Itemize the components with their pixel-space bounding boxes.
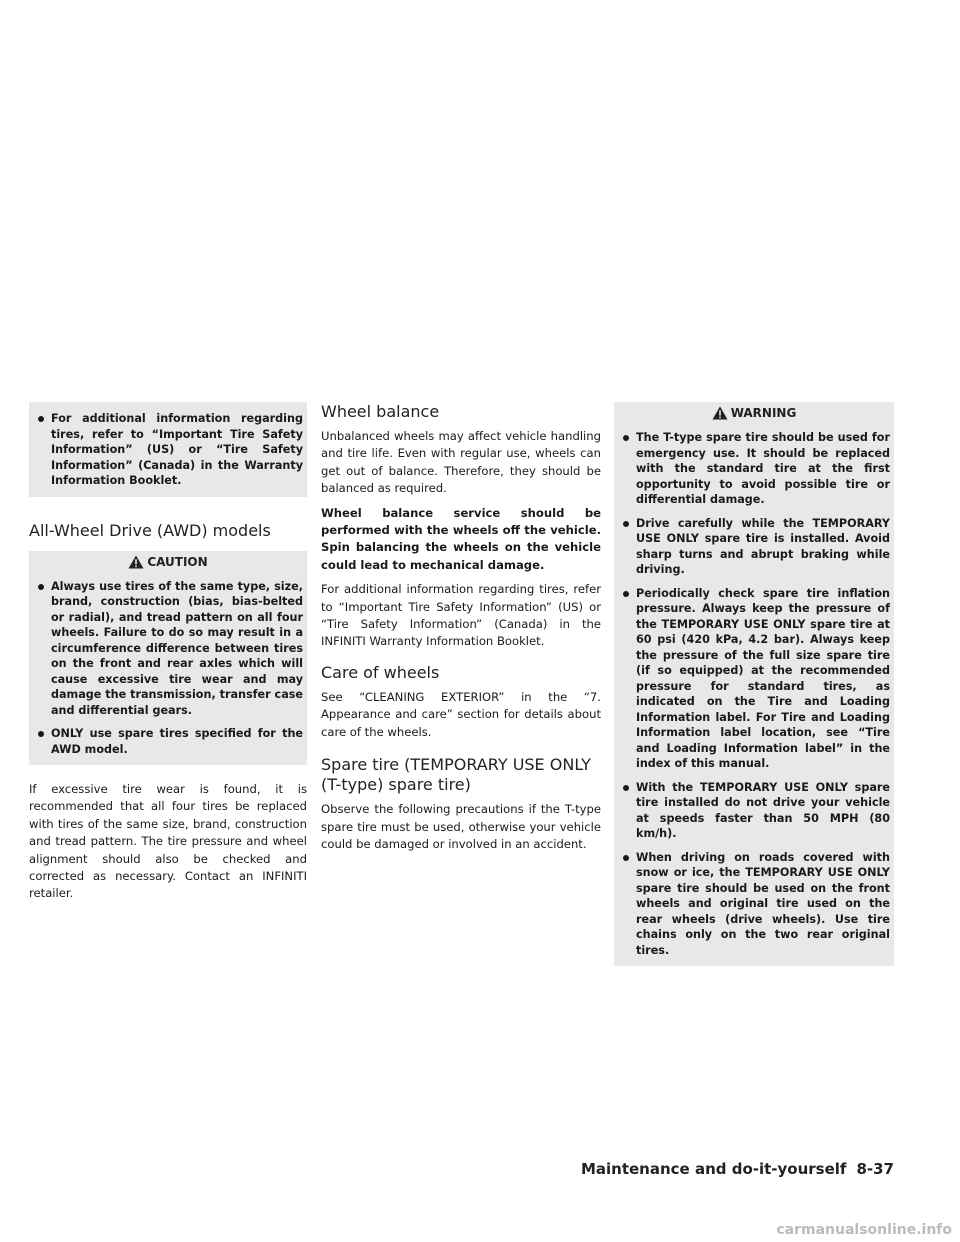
bullet-dot-icon bbox=[623, 521, 629, 527]
tire-info-note bbox=[29, 402, 307, 497]
list-item: Always use tires of the same type, size, brand, construction (bias, bias-belted or radial), and tread pattern on all four wheels. Failure to do so may result in a circumference difference between tires on the front and rear axles which will cause excessive tire wear and may damage the transmission, transfer case and differential gears. bbox=[35, 579, 303, 719]
spare-tire-heading: Spare tire (TEMPORARY USE ONLY (T-type) spare tire) bbox=[321, 755, 591, 795]
column-middle bbox=[321, 402, 601, 853]
list-item: When driving on roads covered with snow or ice, the TEMPORARY USE ONLY spare tire should be used on the front wheels and original tire used on the rear wheels (drive wheels). Use tire chains only on the two rear original tires. bbox=[620, 850, 890, 959]
bullet-dot-icon bbox=[623, 785, 629, 791]
page-footer bbox=[581, 1160, 894, 1178]
wheel-balance-reference: For additional information regarding tires, refer to “Important Tire Safety Information” (US) or “Tire Safety Information” (Canada) in the INFINITI Warranty Information Booklet. bbox=[321, 582, 601, 649]
list-item: The T-type spare tire should be used for emergency use. It should be replaced with the standard tire at the first opportunity to avoid possible tire or differential damage. bbox=[620, 430, 890, 508]
awd-heading: All-Wheel Drive (AWD) models bbox=[29, 520, 271, 540]
footer-section-title: Maintenance and do-it-yourself bbox=[580, 1160, 847, 1178]
column-right bbox=[614, 402, 894, 966]
bullet-dot-icon bbox=[38, 584, 44, 590]
caution-list bbox=[35, 579, 303, 758]
warning-triangle-icon bbox=[712, 406, 728, 420]
bullet-dot-icon bbox=[38, 416, 44, 422]
list-item: For additional information regarding tires, refer to “Important Tire Safety Information” (US) or “Tire Safety Information” (Canada) in the Warranty Information Booklet. bbox=[35, 411, 303, 489]
care-paragraph: See “CLEANING EXTERIOR” in the “7. Appearance and care” section for details about care of the wheels. bbox=[321, 689, 601, 739]
bullet-dot-icon bbox=[38, 731, 44, 737]
wheel-balance-heading: Wheel balance bbox=[321, 402, 440, 421]
wheel-balance-paragraph: Unbalanced wheels may affect vehicle handling and tire life. Even with regular use, wheels can get out of balance. Therefore, they should be balanced as required. bbox=[321, 429, 601, 496]
warning-title: WARNING bbox=[730, 406, 797, 420]
warning-header bbox=[614, 402, 894, 424]
wheel-balance-bold-paragraph: Wheel balance service should be performed with the wheels off the vehicle. Spin balancing the wheels on the vehicle could lead to mechanical damage. bbox=[321, 505, 601, 572]
awd-paragraph: If excessive tire wear is found, it is recommended that all four tires be replaced with tires of the same size, brand, construction and tread pattern. The tire pressure and wheel alignment should also be checked and corrected as necessary. Contact an INFINITI retailer. bbox=[29, 782, 307, 901]
caution-title: CAUTION bbox=[147, 554, 208, 569]
warning-body bbox=[614, 424, 894, 966]
tire-info-list bbox=[35, 411, 303, 489]
caution-header bbox=[29, 551, 307, 573]
caution-body bbox=[29, 573, 307, 766]
caution-box bbox=[29, 551, 307, 766]
page-number: 8-37 bbox=[856, 1160, 894, 1178]
care-heading: Care of wheels bbox=[321, 662, 440, 682]
bullet-dot-icon bbox=[623, 435, 629, 441]
warning-list bbox=[620, 430, 890, 958]
spare-tire-paragraph: Observe the following precautions if the T-type spare tire must be used, otherwise your vehicle could be damaged or involved in an accident. bbox=[321, 802, 601, 851]
list-item: Periodically check spare tire inflation pressure. Always keep the pressure of the TEMPORARY USE ONLY spare tire at 60 psi (420 kPa, 4.2 bar). Always keep the pressure of the full size spare tire (if so equipped) at the recommended pressure for standard tires, as indicated on the Tire and Loading Information label. For Tire and Loading Information label location, see “Tire and Loading Information label” in the index of this manual. bbox=[620, 586, 890, 772]
list-item: With the TEMPORARY USE ONLY spare tire installed do not drive your vehicle at speeds faster than 50 MPH (80 km/h). bbox=[620, 780, 890, 842]
list-item: Drive carefully while the TEMPORARY USE ONLY spare tire is installed. Avoid sharp turns and abrupt braking while driving. bbox=[620, 516, 890, 578]
warning-box bbox=[614, 402, 894, 966]
bullet-dot-icon bbox=[623, 591, 629, 597]
bullet-dot-icon bbox=[623, 855, 629, 861]
watermark: carmanualsonline.info bbox=[776, 1222, 952, 1238]
list-item: ONLY use spare tires specified for the AWD model. bbox=[35, 726, 303, 757]
column-left bbox=[29, 402, 307, 903]
warning-triangle-icon bbox=[128, 555, 144, 569]
